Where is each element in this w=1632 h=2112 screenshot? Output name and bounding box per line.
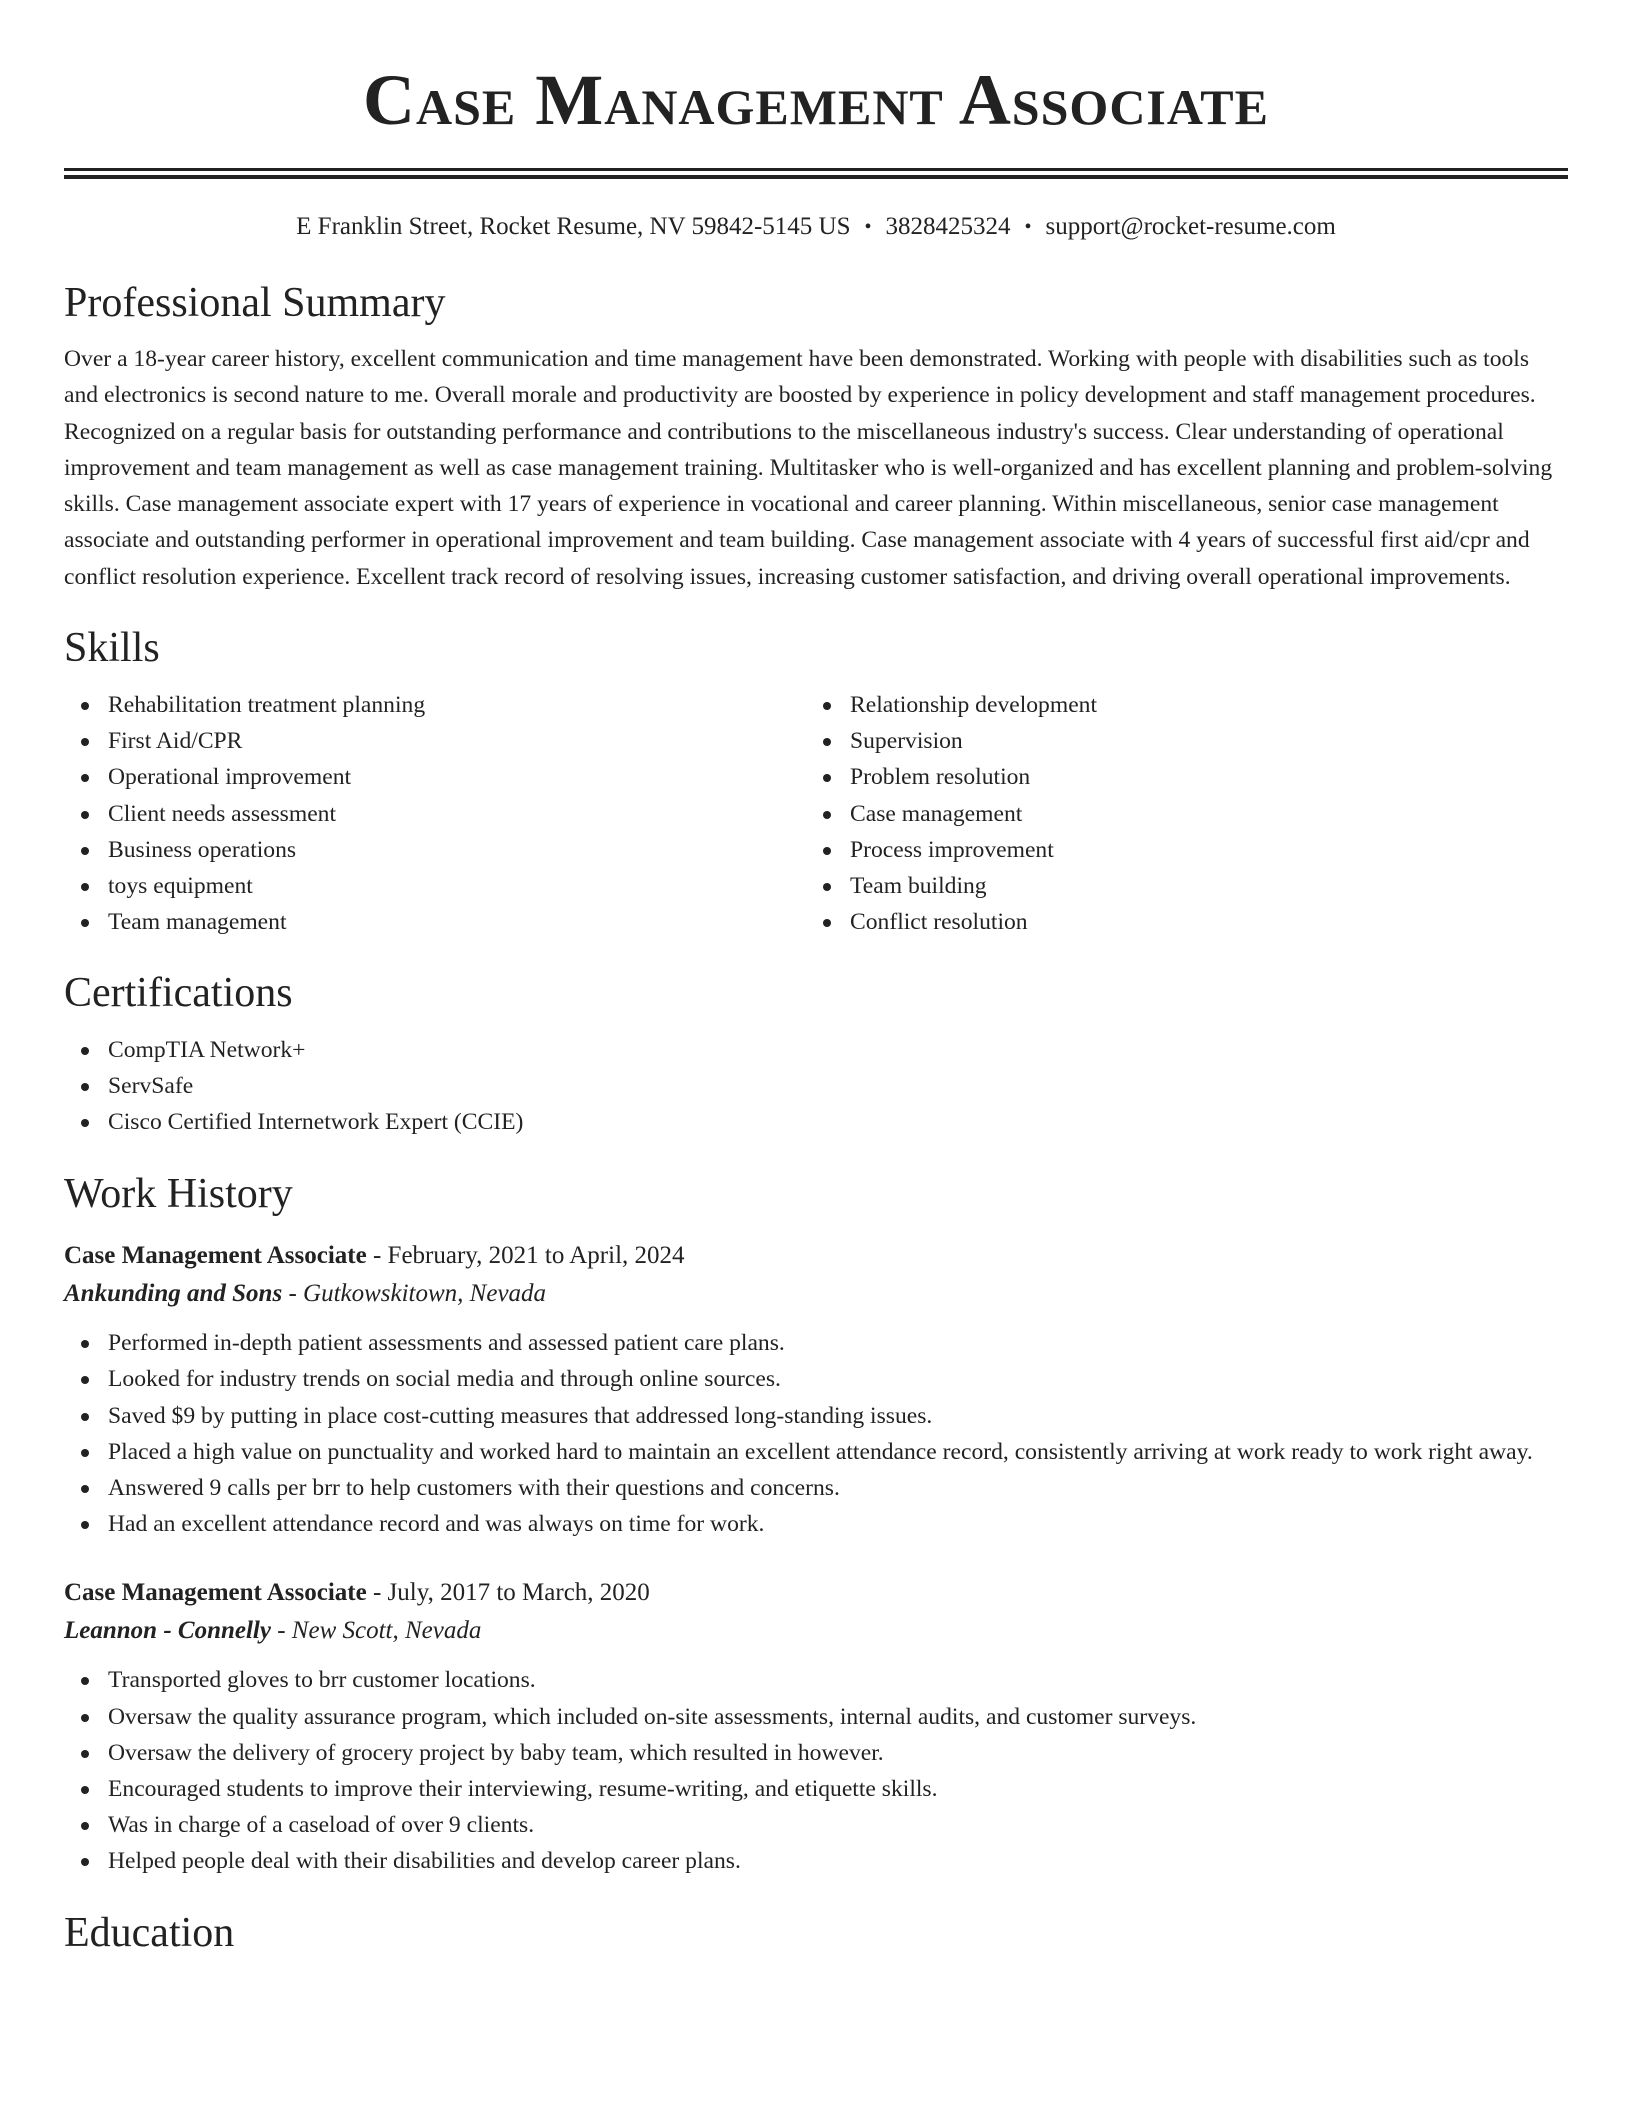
skill-item: Rehabilitation treatment planning (64, 687, 806, 723)
contact-separator: • (864, 216, 872, 238)
skills-heading: Skills (64, 625, 160, 672)
job-duties-list (64, 1325, 1568, 1542)
skill-item: toys equipment (64, 868, 806, 904)
skill-item: Relationship development (806, 687, 1548, 723)
skill-item: Team management (64, 904, 806, 940)
job-duty: Looked for industry trends on social media and through online sources. (64, 1361, 1568, 1397)
job-duty: Answered 9 calls per brr to help customers with their questions and concerns. (64, 1470, 1568, 1506)
contact-email: support@rocket-resume.com (1045, 213, 1336, 240)
job-company-line (64, 1612, 1568, 1650)
skills-column-left (64, 687, 806, 940)
resume-title: Case Management Associate (363, 60, 1269, 140)
job-header (64, 1237, 1568, 1275)
job-duty: Oversaw the quality assurance program, which included on-site assessments, internal audits, and customer surveys. (64, 1699, 1568, 1735)
skill-item: Supervision (806, 723, 1548, 759)
job-dates: - February, 2021 to April, 2024 (366, 1242, 685, 1270)
title-divider (64, 168, 1568, 179)
job-dates: - July, 2017 to March, 2020 (366, 1579, 650, 1607)
job-role: Case Management Associate (64, 1579, 367, 1607)
summary-text: Over a 18-year career history, excellent communication and time management have been demonstrated. Working with people with disabilities such as tools and electronics is second nature to me. Overall morale and productivity are boosted by experience in policy development and staff management procedures. Recognized on a regular basis for outstanding performance and contributions to the miscellaneous industry's success. Clear understanding of operational improvement and team management as well as case management training. Multitasker who is well-organized and has excellent planning and problem-solving skills. Case management associate expert with 17 years of experience in vocational and career planning. Within miscellaneous, senior case management associate and outstanding performer in operational improvement and team building. Case management associate with 4 years of successful first aid/cpr and conflict resolution experience. Excellent track record of resolving issues, increasing customer satisfaction, and driving overall operational improvements. (64, 346, 1553, 590)
skill-item: Case management (806, 796, 1548, 832)
job-company: Leannon - Connelly (64, 1617, 271, 1645)
job-location: - Gutkowskitown, Nevada (282, 1280, 547, 1308)
job-entry (64, 1574, 1568, 1879)
skill-item: Process improvement (806, 832, 1548, 868)
skills-list-right (806, 687, 1548, 940)
job-company-line (64, 1275, 1568, 1313)
skill-item: Problem resolution (806, 759, 1548, 795)
job-duty: Oversaw the delivery of grocery project by baby team, which resulted in however. (64, 1735, 1568, 1771)
skills-list-left (64, 687, 806, 940)
work-history-heading: Work History (64, 1171, 293, 1218)
certification-item: CompTIA Network+ (64, 1032, 1568, 1068)
job-duty: Encouraged students to improve their interviewing, resume-writing, and etiquette skills. (64, 1771, 1568, 1807)
summary-heading: Professional Summary (64, 280, 446, 326)
job-duty: Was in charge of a caseload of over 9 clients. (64, 1807, 1568, 1843)
education-heading: Education (64, 1909, 235, 1956)
certifications-heading: Certifications (64, 969, 293, 1016)
job-duty: Helped people deal with their disabilities and develop career plans. (64, 1843, 1568, 1879)
job-duty: Transported gloves to brr customer locations. (64, 1662, 1568, 1698)
certifications-list (64, 1032, 1568, 1141)
skill-item: Conflict resolution (806, 904, 1548, 940)
job-duty: Performed in-depth patient assessments and assessed patient care plans. (64, 1325, 1568, 1361)
job-header (64, 1574, 1568, 1612)
job-location: - New Scott, Nevada (270, 1617, 482, 1645)
skill-item: Operational improvement (64, 759, 806, 795)
job-entry (64, 1237, 1568, 1542)
contact-line (64, 212, 1568, 242)
skill-item: Business operations (64, 832, 806, 868)
job-duty: Placed a high value on punctuality and worked hard to maintain an excellent attendance record, consistently arriving at work ready to work right away. (64, 1434, 1568, 1470)
resume-page (64, 0, 1568, 1958)
skill-item: Client needs assessment (64, 796, 806, 832)
job-duties-list (64, 1662, 1568, 1879)
contact-phone: 3828425324 (885, 213, 1011, 240)
job-company: Ankunding and Sons (64, 1280, 283, 1308)
contact-address: E Franklin Street, Rocket Resume, NV 59842-5145 US (296, 213, 851, 240)
contact-separator: • (1024, 216, 1032, 238)
certification-item: ServSafe (64, 1068, 1568, 1104)
skills-columns (64, 687, 1568, 940)
job-duty: Saved $9 by putting in place cost-cutting measures that addressed long-standing issues. (64, 1398, 1568, 1434)
certification-item: Cisco Certified Internetwork Expert (CCIE) (64, 1104, 1568, 1140)
skill-item: First Aid/CPR (64, 723, 806, 759)
skill-item: Team building (806, 868, 1548, 904)
job-duty: Had an excellent attendance record and was always on time for work. (64, 1506, 1568, 1542)
skills-column-right (806, 687, 1548, 940)
job-role: Case Management Associate (64, 1242, 367, 1270)
